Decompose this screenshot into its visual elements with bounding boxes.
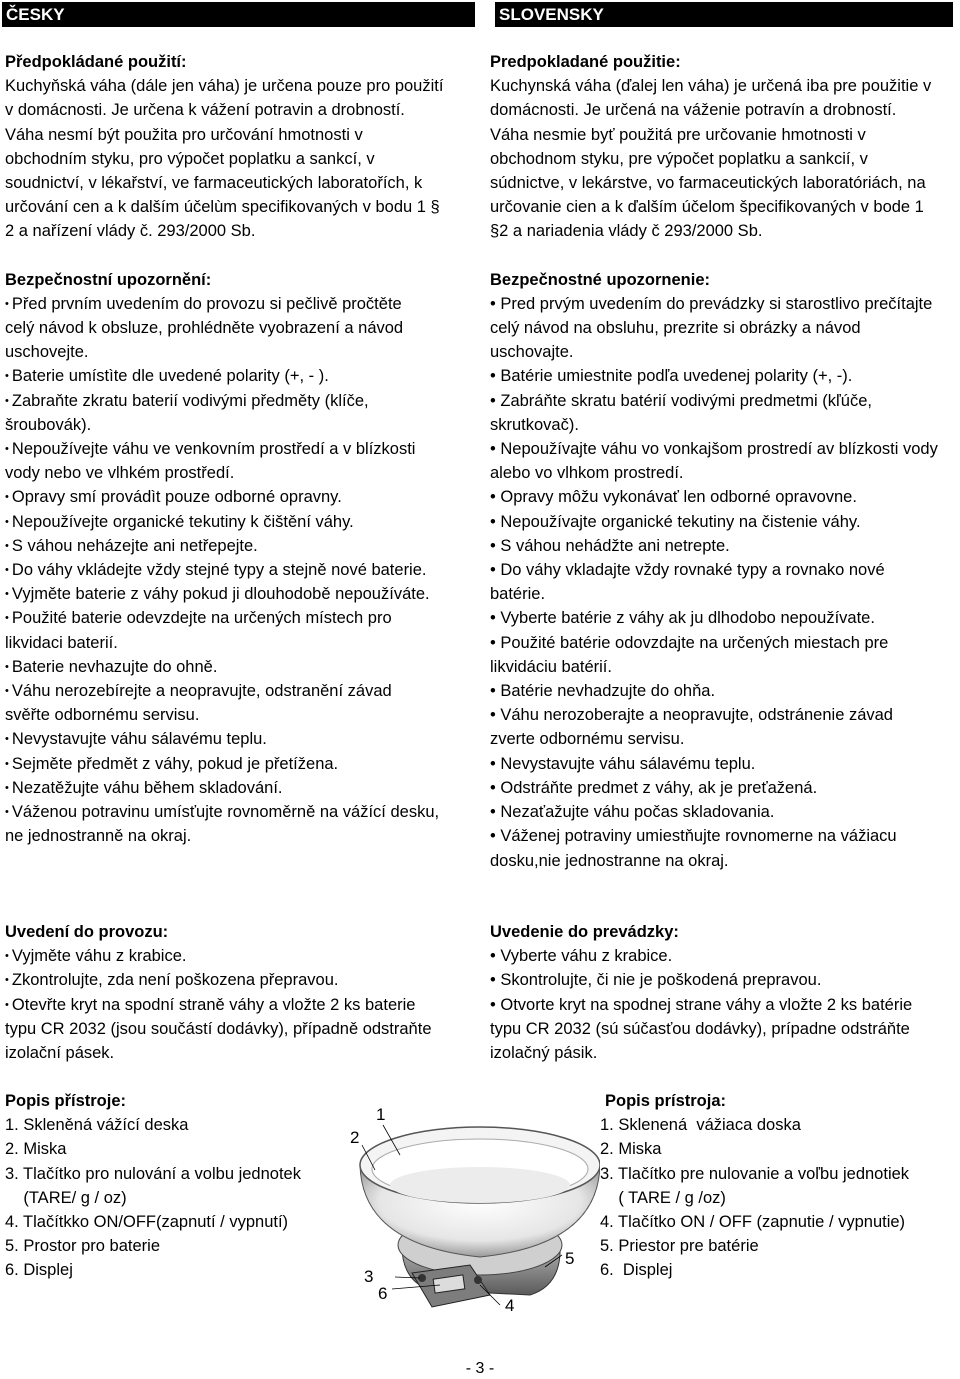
part-item: 5. Prostor pro baterie	[5, 1237, 160, 1256]
part-item: 6. Displej	[600, 1261, 673, 1280]
figure-label: 4	[505, 1296, 515, 1315]
part-item: 3. Tlačítko pre nulovanie a voľbu jednotiek	[600, 1164, 910, 1183]
slovak-startup-list	[490, 944, 960, 1065]
bullet-item: • Vyberte batérie z váhy ak ju dlhodobo nepoužívate.	[490, 606, 960, 630]
bullet-item: • Váženej potraviny umiestňujte rovnomerne na vážiacu	[490, 824, 960, 848]
bullet-item: • S váhou neházejte ani netřepejte.	[5, 534, 480, 558]
bullet-item: • Do váhy vkládejte vždy stejné typy a stejně nové baterie.	[5, 558, 480, 582]
part-item: 4. Tlačítko ON / OFF (zapnutie / vypnutie)	[600, 1213, 906, 1232]
bullet-item: • Otvorte kryt na spodnej strane váhy a vložte 2 ks batérie	[490, 993, 960, 1017]
bullet-continuation: izolační pásek.	[5, 1044, 115, 1063]
bullet-item: • Opravy smí provádìt pouze odborné opravny.	[5, 485, 480, 509]
slovak-safety-list	[490, 292, 960, 873]
figure-label: 2	[350, 1128, 360, 1147]
text-line: soudnictví, v lékařství, ve farmaceutických laboratořích, k	[5, 174, 423, 193]
part-item: 2. Miska	[600, 1140, 662, 1159]
czech-startup-title: Uvedení do provozu:	[5, 923, 169, 941]
page-number: - 3 -	[465, 1360, 495, 1377]
figure-label: 3	[364, 1267, 374, 1286]
slovak-startup	[490, 920, 960, 1065]
text-line: Kuchynská váha (ďalej len váha) je určená iba pre použitie v	[490, 77, 932, 96]
part-item: 1. Sklenená vážiaca doska	[600, 1116, 801, 1135]
slovak-device-description	[600, 1089, 955, 1283]
czech-intended-use-text	[5, 74, 480, 243]
text-line: obchodnom styku, pre výpočet poplatku a sankcií, v	[490, 149, 868, 168]
bullet-item: • Pred prvým uvedením do prevádzky si starostlivo prečítajte	[490, 292, 960, 316]
slovak-header: SLOVENSKY	[495, 2, 953, 27]
bullet-item: • Váhu nerozoberajte a neopravujte, odstránenie závad	[490, 703, 960, 727]
czech-device-title: Popis přístroje:	[5, 1092, 127, 1110]
slovak-intended-use-text	[490, 74, 960, 243]
czech-header: ČESKY	[2, 2, 475, 27]
bullet-continuation: alebo vo vlhkom prostredí.	[490, 464, 684, 483]
slovak-startup-title: Uvedenie do prevádzky:	[490, 923, 679, 941]
czech-safety-title: Bezpečnostní upozornění:	[5, 270, 212, 289]
slovak-column	[490, 50, 960, 873]
bullet-item: • Nezaťažujte váhu počas skladovania.	[490, 800, 960, 824]
text-line: Váha nesmie byť použitá pre určovanie hmotnosti v	[490, 125, 866, 144]
figure-label: 6	[378, 1284, 388, 1303]
bullet-item: • Zabráňte skratu batérií vodivými predmetmi (kľúče,	[490, 389, 960, 413]
bullet-item: • Sejměte předmět z váhy, pokud je přetížena.	[5, 752, 480, 776]
bullet-item: • Váženou potravinu umísťujte rovnoměrně na vážící desku,	[5, 800, 480, 824]
bullet-continuation: zverte odbornému servisu.	[490, 730, 685, 749]
bullet-continuation: typu CR 2032 (jsou součástí dodávky), případně odstraňte	[5, 1019, 432, 1038]
bullet-continuation: uschovajte.	[490, 343, 574, 362]
bullet-continuation: likvidáciu batérií.	[490, 657, 612, 676]
bullet-continuation: svěřte odbornému servisu.	[5, 706, 200, 725]
bullet-item: • Vyberte váhu z krabice.	[490, 944, 960, 968]
part-item: 4. Tlačítkko ON/OFF(zapnutí / vypnutí)	[5, 1213, 289, 1232]
text-line: §2 a nariadenia vlády č 293/2000 Sb.	[490, 222, 763, 241]
bullet-item: • Nezatěžujte váhu během skladování.	[5, 776, 480, 800]
bullet-item: • S váhou nehádžte ani netrepte.	[490, 534, 960, 558]
czech-device-parts	[5, 1113, 345, 1282]
bullet-item: • Baterie nevhazujte do ohně.	[5, 655, 480, 679]
bullet-item: • Baterie umístìte dle uvedené polarity (+, - ).	[5, 364, 480, 388]
slovak-intended-use-title: Predpokladané použitie:	[490, 53, 681, 71]
bullet-item: • Batérie nevhadzujte do ohňa.	[490, 679, 960, 703]
bullet-item: • Nepoužívajte organické tekutiny na čistenie váhy.	[490, 510, 960, 534]
bullet-item: • Batérie umiestnite podľa uvedenej polarity (+, -).	[490, 364, 960, 388]
bullet-item: • Váhu nerozebírejte a neopravujte, odstranění závad	[5, 679, 480, 703]
text-line: domácnosti. Je určená na váženie potravín a drobností.	[490, 101, 897, 120]
bullet-item: • Skontrolujte, či nie je poškodená prepravou.	[490, 968, 960, 992]
czech-startup	[5, 920, 480, 1065]
bullet-continuation: ne jednostranně na okraj.	[5, 827, 192, 846]
bullet-continuation: likvidaci baterií.	[5, 633, 118, 652]
bullet-item: • Nepoužívajte váhu vo vonkajšom prostredí av blízkosti vody	[490, 437, 960, 461]
part-item: 6. Displej	[5, 1261, 73, 1280]
part-item: (TARE/ g / oz)	[5, 1188, 127, 1207]
text-line: v domácnosti. Je určena k vážení potravin a drobností.	[5, 101, 405, 120]
bullet-item: • Opravy môžu vykonávať len odborné opravovne.	[490, 485, 960, 509]
bullet-continuation: vody nebo ve vlhkém prostředí.	[5, 464, 235, 483]
bullet-item: • Zkontrolujte, zda není poškozena přepravou.	[5, 968, 480, 992]
text-line: Váha nesmí být použita pro určování hmotnosti v	[5, 125, 363, 144]
text-line: Kuchyňská váha (dále jen váha) je určena pouze pro použití	[5, 77, 444, 96]
bullet-item: • Nevystavujte váhu sálavému teplu.	[490, 752, 960, 776]
bullet-item: • Zabraňte zkratu baterií vodivými předměty (klíče,	[5, 389, 480, 413]
bullet-continuation: celý návod na obsluhu, prezrite si obrázky a návod	[490, 319, 861, 338]
part-item: 5. Priestor pre batérie	[600, 1237, 759, 1256]
bullet-item: • Vyjměte baterie z váhy pokud ji dlouhodobě nepoužíváte.	[5, 582, 480, 606]
bullet-continuation: šroubovák).	[5, 415, 92, 434]
figure-label: 5	[565, 1249, 575, 1268]
text-line: obchodním styku, pro výpočet poplatku a sankcí, v	[5, 149, 375, 168]
bullet-item: • Nepoužívejte váhu ve venkovním prostředí a v blízkosti	[5, 437, 480, 461]
czech-device-description	[5, 1089, 345, 1283]
bullet-item: • Otevřte kryt na spodní straně váhy a vložte 2 ks baterie	[5, 993, 480, 1017]
bullet-item: • Použité batérie odovzdajte na určených miestach pre	[490, 631, 960, 655]
text-line: určovanie cien a k ďalším účelom špecifikovaných v bode 1	[490, 198, 924, 217]
part-item: ( TARE / g /oz)	[600, 1188, 726, 1207]
czech-column	[5, 50, 480, 849]
slovak-device-parts	[600, 1113, 955, 1282]
text-line: určování cen a k dalším účelùm specifikovaných v bodu 1 §	[5, 198, 440, 217]
bullet-continuation: uschovejte.	[5, 343, 89, 362]
bullet-continuation: celý návod k obsluze, prohlédněte vyobrazení a návod	[5, 319, 404, 338]
text-line: 2 a nařízení vlády č. 293/2000 Sb.	[5, 222, 256, 241]
text-line: súdnictve, v lekárstve, vo farmaceutických laboratóriách, na	[490, 174, 926, 193]
bullet-continuation: izolačný pásik.	[490, 1044, 598, 1063]
figure-label: 1	[376, 1105, 386, 1124]
bullet-item: • Do váhy vkladajte vždy rovnaké typy a rovnako nové	[490, 558, 960, 582]
czech-startup-list	[5, 944, 480, 1065]
bullet-continuation: batérie.	[490, 585, 546, 604]
part-item: 2. Miska	[5, 1140, 67, 1159]
bullet-item: • Vyjměte váhu z krabice.	[5, 944, 480, 968]
slovak-device-title: Popis prístroja:	[605, 1092, 727, 1110]
czech-intended-use-title: Předpokládané použití:	[5, 53, 187, 71]
czech-safety-list	[5, 292, 480, 849]
part-item: 3. Tlačítko pro nulování a volbu jednotek	[5, 1164, 301, 1183]
bullet-continuation: dosku,nie jednostranne na okraj.	[490, 851, 729, 870]
slovak-safety-title: Bezpečnostné upozornenie:	[490, 270, 711, 289]
bullet-continuation: skrutkovač).	[490, 415, 579, 434]
bullet-item: • Nepoužívejte organické tekutiny k čištění váhy.	[5, 510, 480, 534]
bullet-continuation: typu CR 2032 (sú súčasťou dodávky), prípadne odstráňte	[490, 1019, 910, 1038]
bullet-item: • Použité baterie odevzdejte na určených místech pro	[5, 606, 480, 630]
bullet-item: • Odstráňte predmet z váhy, ak je preťažená.	[490, 776, 960, 800]
part-item: 1. Skleněná vážící deska	[5, 1116, 189, 1135]
bullet-item: • Nevystavujte váhu sálavému teplu.	[5, 727, 480, 751]
bullet-item: • Před prvním uvedením do provozu si pečlivě pročtěte	[5, 292, 480, 316]
